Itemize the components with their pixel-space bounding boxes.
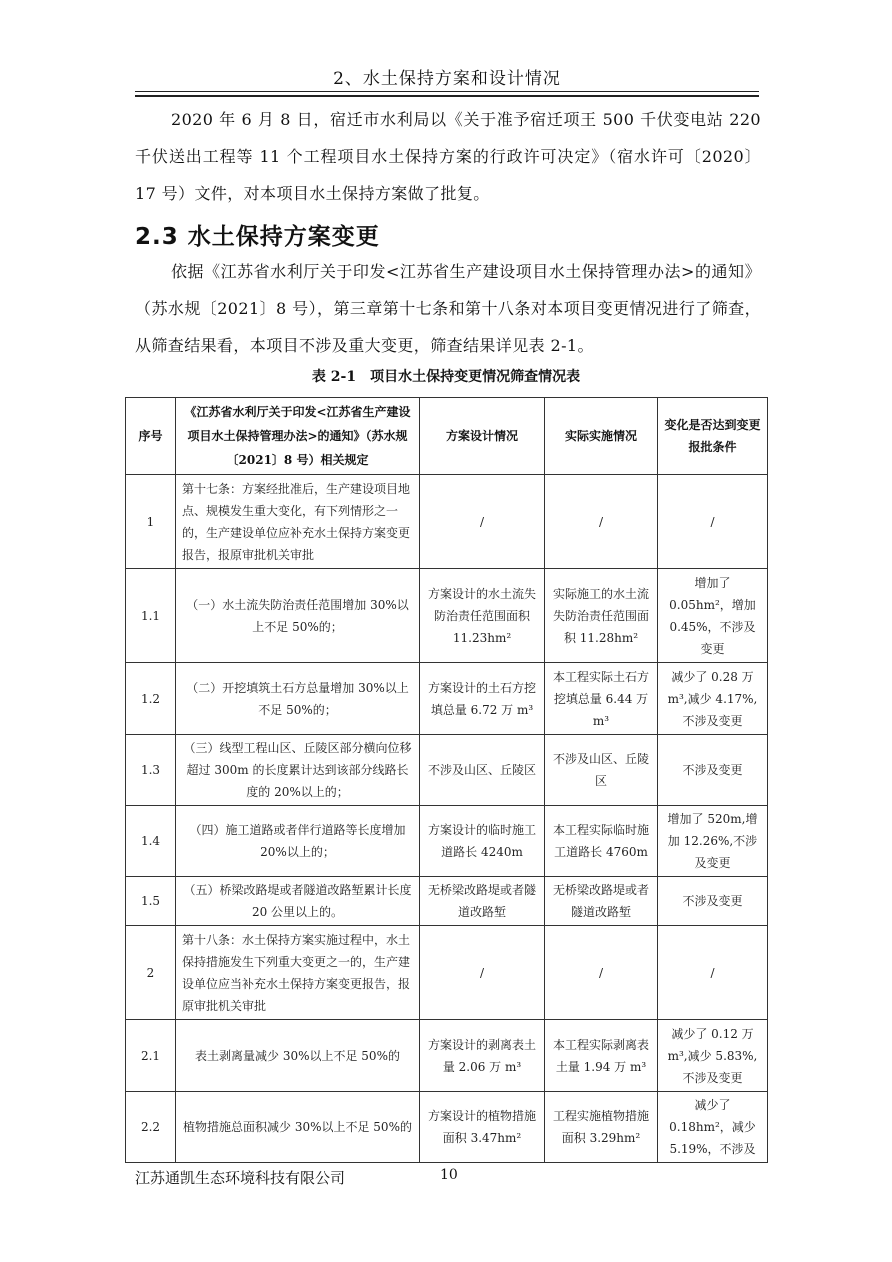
design-cell: 方案设计的临时施工道路长 4240m: [420, 806, 545, 877]
footer-company: 江苏通凯生态环境科技有限公司: [135, 1169, 346, 1187]
result-cell: /: [658, 475, 768, 569]
result-cell: 减少了 0.12 万 m³,减少 5.83%,不涉及变更: [658, 1020, 768, 1092]
rule-cell: （四）施工道路或者伴行道路等长度增加 20%以上的；: [176, 806, 420, 877]
table-row: [126, 926, 768, 1020]
rule-cell: （五）桥梁改路堤或者隧道改路堑累计长度 20 公里以上的。: [176, 877, 420, 926]
header-cell-result: 变化是否达到变更报批条件: [658, 398, 768, 475]
row-number-cell: 2.2: [126, 1092, 176, 1163]
table-row: [126, 663, 768, 735]
actual-cell: 实际施工的水土流失防治责任范围面积 11.28hm²: [545, 569, 658, 663]
change-screening-table: [125, 397, 768, 1163]
design-cell: /: [420, 926, 545, 1020]
row-number-cell: 1.2: [126, 663, 176, 735]
header-cell-no: 序号: [126, 398, 176, 475]
design-cell: 方案设计的植物措施面积 3.47hm²: [420, 1092, 545, 1163]
row-number-cell: 1.3: [126, 735, 176, 806]
actual-cell: 不涉及山区、丘陵区: [545, 735, 658, 806]
row-number-cell: 2.1: [126, 1020, 176, 1092]
result-cell: 减少了 0.18hm²，减少 5.19%，不涉及: [658, 1092, 768, 1163]
table-caption: 表 2-1 项目水土保持变更情况筛查情况表: [311, 369, 581, 385]
section-paragraph: 依据《江苏省水利厅关于印发<江苏省生产建设项目水土保持管理办法>的通知》（苏水规〔2021〕8 号），第三章第十七条和第十八条对本项目变更情况进行了筛查，从筛查结果看，本项目不涉及重大变更，筛查结果详见表 2-1。: [135, 262, 761, 355]
design-cell: 不涉及山区、丘陵区: [420, 735, 545, 806]
header-rule-thick: [135, 95, 759, 97]
design-cell: 方案设计的剥离表土量 2.06 万 m³: [420, 1020, 545, 1092]
design-cell: /: [420, 475, 545, 569]
result-cell: 不涉及变更: [658, 877, 768, 926]
running-header: 2、水土保持方案和设计情况: [333, 69, 561, 89]
header-cell-actual: 实际实施情况: [545, 398, 658, 475]
row-number-cell: 1.4: [126, 806, 176, 877]
table-row: [126, 1092, 768, 1163]
actual-cell: /: [545, 926, 658, 1020]
result-cell: 减少了 0.28 万 m³,减少 4.17%,不涉及变更: [658, 663, 768, 735]
rule-cell: 表土剥离量减少 30%以上不足 50%的: [176, 1020, 420, 1092]
result-cell: 增加了 0.05hm²，增加 0.45%，不涉及变更: [658, 569, 768, 663]
rule-cell: （二）开挖填筑土石方总量增加 30%以上不足 50%的；: [176, 663, 420, 735]
section-heading: 2.3 水土保持方案变更: [135, 224, 380, 250]
intro-paragraph: 2020 年 6 月 8 日，宿迁市水利局以《关于准予宿迁项王 500 千伏变电站 220 千伏送出工程等 11 个工程项目水土保持方案的行政许可决定》（宿水许可〔2020〕17 号）文件，对本项目水土保持方案做了批复。: [135, 110, 761, 203]
rule-cell: 第十七条：方案经批准后，生产建设项目地点、规模发生重大变化，有下列情形之一的，生产建设单位应补充水土保持方案变更报告，报原审批机关审批: [176, 475, 420, 569]
header-rule-thin: [135, 91, 759, 92]
rule-cell: 植物措施总面积减少 30%以上不足 50%的: [176, 1092, 420, 1163]
result-cell: 增加了 520m,增加 12.26%,不涉及变更: [658, 806, 768, 877]
row-number-cell: 1: [126, 475, 176, 569]
table-row: [126, 1020, 768, 1092]
rule-cell: （一）水土流失防治责任范围增加 30%以上不足 50%的；: [176, 569, 420, 663]
actual-cell: 本工程实际临时施工道路长 4760m: [545, 806, 658, 877]
table-row: [126, 806, 768, 877]
design-cell: 方案设计的水土流失防治责任范围面积 11.23hm²: [420, 569, 545, 663]
rule-cell: （三）线型工程山区、丘陵区部分横向位移超过 300m 的长度累计达到该部分线路长度的 20%以上的；: [176, 735, 420, 806]
design-cell: 方案设计的土石方挖填总量 6.72 万 m³: [420, 663, 545, 735]
row-number-cell: 1.5: [126, 877, 176, 926]
page-number: 10: [440, 1167, 458, 1183]
design-cell: 无桥梁改路堤或者隧道改路堑: [420, 877, 545, 926]
header-cell-design: 方案设计情况: [420, 398, 545, 475]
actual-cell: 本工程实际土石方挖填总量 6.44 万 m³: [545, 663, 658, 735]
row-number-cell: 1.1: [126, 569, 176, 663]
table-row: [126, 475, 768, 569]
table-row: [126, 877, 768, 926]
rule-cell: 第十八条：水土保持方案实施过程中，水土保持措施发生下列重大变更之一的，生产建设单位应当补充水土保持方案变更报告，报原审批机关审批: [176, 926, 420, 1020]
actual-cell: 本工程实际剥离表土量 1.94 万 m³: [545, 1020, 658, 1092]
row-number-cell: 2: [126, 926, 176, 1020]
result-cell: /: [658, 926, 768, 1020]
table-row: [126, 735, 768, 806]
actual-cell: 工程实施植物措施面积 3.29hm²: [545, 1092, 658, 1163]
result-cell: 不涉及变更: [658, 735, 768, 806]
header-cell-rule: 《江苏省水利厅关于印发<江苏省生产建设项目水土保持管理办法>的通知》（苏水规〔2021〕8 号）相关规定: [176, 398, 420, 475]
actual-cell: /: [545, 475, 658, 569]
table-header-row: [126, 398, 768, 475]
table-row: [126, 569, 768, 663]
actual-cell: 无桥梁改路堤或者隧道改路堑: [545, 877, 658, 926]
